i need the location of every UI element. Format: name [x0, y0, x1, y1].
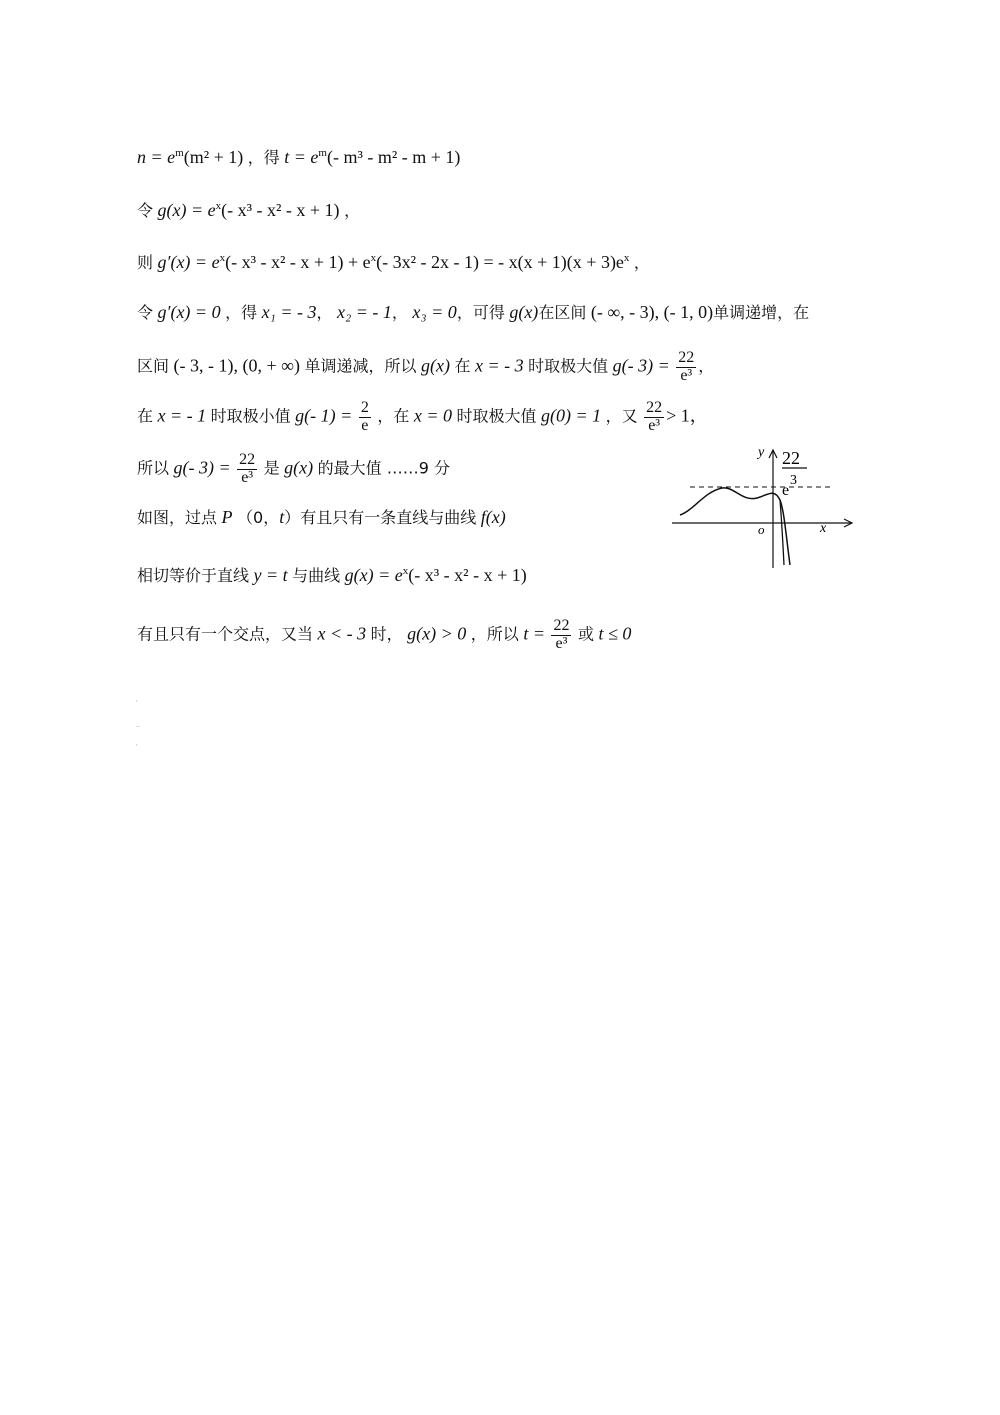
text: ， [316, 303, 333, 322]
text: 单调递减，所以 [304, 356, 417, 376]
gx: g(x) [420, 355, 450, 376]
text: 相切等价于直线 [137, 566, 250, 585]
lead-text: 令 [137, 201, 154, 220]
graph-figure [672, 440, 862, 572]
text: ，又 [605, 406, 638, 426]
value-den: 3 [790, 473, 797, 488]
deriv-zero: g′(x) = 0 [157, 302, 221, 322]
text: ， [391, 303, 408, 322]
value-e: e [782, 482, 790, 499]
lead-text: 则 [137, 253, 154, 272]
derivative-expr: $g'(x) = e^x(-$ $x^3 - x^2 - x + 1) + e^x(-$ 3x² - 2x - 1) = - $x(x + 1)(x + 3)e^x$ [157, 252, 630, 272]
g-value: g(- 3) = [173, 457, 231, 478]
fraction: $\frac{2}{e}$ [360, 399, 369, 434]
text: ，所以 [470, 624, 519, 644]
g-def: $g(x) = e^x(-$ x³ - x² - x + 1) [344, 565, 527, 585]
gx: g(x) [509, 302, 539, 322]
inequality: g(x) > 0 [407, 623, 467, 644]
text: ，可得 [456, 303, 505, 322]
root-1: x₁ = - 3 [261, 302, 317, 322]
fraction: $\frac{22}{\text{e³}}$ [239, 451, 256, 486]
point-p: P [221, 507, 233, 527]
text: ，在 [377, 406, 410, 426]
text: 时， [370, 624, 403, 644]
n-expr: $n = e^m(m^2 + 1)$ [137, 147, 244, 167]
text: 单调递增，在 [713, 303, 810, 322]
text: 所以 [137, 458, 170, 478]
line-7 [137, 452, 450, 487]
text: 是 [263, 458, 280, 478]
t-eq: t = [523, 623, 545, 644]
line-10 [137, 618, 631, 653]
end-text: ， [344, 201, 361, 220]
text: 在 [454, 356, 471, 376]
text: 的最大值 ……9 分 [317, 458, 451, 478]
t-range: t ≤ 0 [598, 623, 632, 644]
condition: x < - 3 [317, 623, 367, 644]
stray-mark: ' [136, 744, 138, 751]
line-5 [137, 350, 714, 385]
line-2 [137, 198, 360, 221]
line-9 [137, 563, 527, 586]
line-4 [137, 300, 809, 323]
x-label: x [820, 521, 827, 536]
value-num: 22 [782, 448, 800, 468]
stray-mark: .. [136, 722, 140, 729]
t-expr: $t = e^m(-$ m³ - m² - m + 1) [284, 147, 461, 167]
text: （0， [237, 508, 280, 527]
text: 时取极大值 [456, 406, 537, 426]
line-3 [137, 250, 650, 273]
text: ， [698, 356, 715, 376]
sep-text: ，得 [247, 148, 280, 167]
text: ，得 [225, 303, 258, 322]
increasing-intervals: (- ∞, - 3), (- 1, 0) [590, 302, 714, 322]
text: > 1， [666, 405, 708, 426]
fraction: $\frac{22}{\text{e³}}$ [678, 349, 695, 384]
root-3: x₃ = 0 [412, 302, 457, 322]
text: 时取极大值 [528, 356, 609, 376]
x-eq: x = 0 [413, 405, 452, 426]
fx: f(x) [480, 507, 506, 527]
g-value: g(- 1) = [295, 405, 353, 426]
fraction: $\frac{22}{\text{e³}}$ [553, 617, 570, 652]
text: 时取极小值 [210, 406, 291, 426]
line-1 [137, 145, 460, 168]
text: 区间 [137, 356, 170, 376]
text: 有且只有一个交点，又当 [137, 624, 314, 644]
root-2: x₂ = - 1 [337, 302, 392, 322]
end-text: ， [633, 253, 650, 272]
text: 在 [137, 406, 154, 426]
text: 在区间 [538, 303, 587, 322]
g-value: g(- 3) = [612, 355, 670, 376]
x-eq: x = - 3 [474, 355, 524, 376]
line-6 [137, 400, 708, 435]
text: 或 [577, 624, 594, 644]
text: ）有且只有一条直线与曲线 [284, 508, 477, 527]
stray-mark: ' [136, 700, 138, 707]
text: 如图，过点 [137, 508, 218, 527]
t-var: t [279, 507, 285, 527]
line-eq: y = t [253, 565, 288, 585]
x-eq: x = - 1 [157, 405, 207, 426]
decreasing-intervals: (- 3, - 1), (0, + ∞) [173, 355, 300, 376]
gx: g(x) [284, 457, 314, 478]
g-value: g(0) = 1 [540, 405, 602, 426]
y-label: y [758, 445, 765, 460]
fraction: $\frac{22}{\text{e³}}$ [646, 399, 663, 434]
line-8 [137, 505, 506, 528]
origin-label: o [758, 522, 765, 537]
g-def: $g(x) = e^x(-$ x³ - x² - x + 1) [157, 200, 340, 220]
text: 与曲线 [292, 566, 341, 585]
lead-text: 令 [137, 303, 154, 322]
